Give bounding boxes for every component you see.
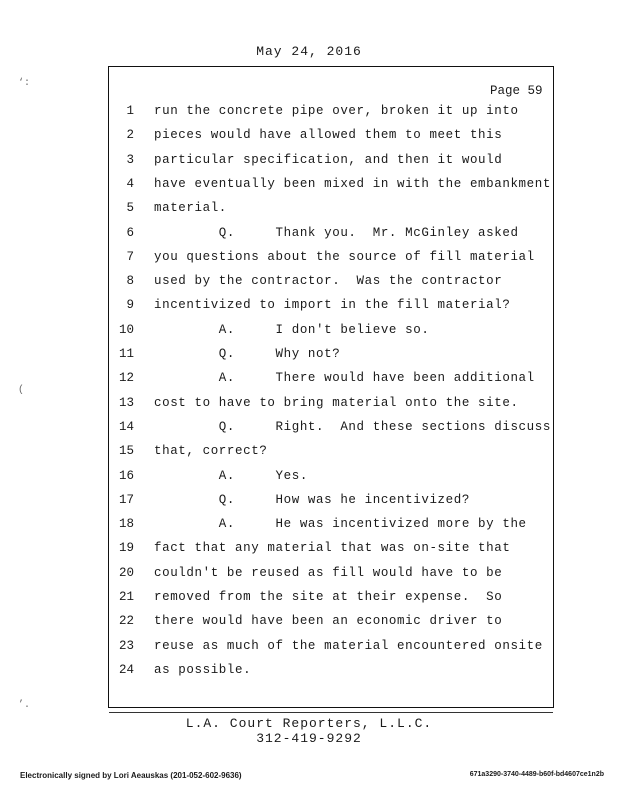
line-number: 5 (126, 201, 134, 215)
frame-bottom-rule (109, 712, 553, 713)
line-text: couldn't be reused as fill would have to be (154, 566, 503, 580)
page-number: Page 59 (490, 84, 543, 98)
punch-hole-mark-middle: ( (18, 385, 25, 396)
line-text: reuse as much of the material encountered onsite (154, 639, 543, 653)
line-text: Q. Right. And these sections discuss (154, 420, 551, 434)
line-number: 13 (118, 396, 134, 410)
line-text: A. Yes. (154, 469, 308, 483)
line-number: 22 (118, 614, 134, 628)
line-number: 16 (118, 469, 134, 483)
line-number: 7 (126, 250, 134, 264)
line-number: 21 (118, 590, 134, 604)
line-number: 19 (118, 541, 134, 555)
line-text: you questions about the source of fill material (154, 250, 535, 264)
court-reporter-phone: 312-419-9292 (256, 731, 362, 746)
line-number: 14 (118, 420, 134, 434)
line-text: Q. Thank you. Mr. McGinley asked (154, 226, 519, 240)
line-text: incentivized to import in the fill material? (154, 298, 511, 312)
court-reporter-company: L.A. Court Reporters, L.L.C. (185, 716, 433, 731)
line-text: A. There would have been additional (154, 371, 535, 385)
line-text: cost to have to bring material onto the site. (154, 396, 519, 410)
line-text: material. (154, 201, 227, 215)
line-number: 3 (126, 153, 134, 167)
line-text: Q. How was he incentivized? (154, 493, 470, 507)
punch-hole-mark-bottom: ’. (18, 700, 31, 711)
line-number: 1 (126, 104, 134, 118)
line-number: 18 (118, 517, 134, 531)
line-text: that, correct? (154, 444, 268, 458)
electronic-signature-note: Electronically signed by Lori Aeauskas (201-052-602-9636) (20, 771, 242, 780)
line-number: 15 (118, 444, 134, 458)
line-text: there would have been an economic driver to (154, 614, 503, 628)
line-number: 12 (118, 371, 134, 385)
punch-hole-mark-top: ‘: (18, 78, 31, 89)
line-number: 24 (118, 663, 134, 677)
line-number: 2 (126, 128, 134, 142)
line-number: 4 (126, 177, 134, 191)
line-number: 9 (126, 298, 134, 312)
line-text: removed from the site at their expense. So (154, 590, 503, 604)
line-number: 17 (118, 493, 134, 507)
line-number: 6 (126, 226, 134, 240)
transcript-date: May 24, 2016 (256, 44, 362, 59)
line-text: A. He was incentivized more by the (154, 517, 527, 531)
document-id: 671a3290-3740-4489-b60f-bd4607ce1n2b (469, 771, 604, 778)
line-number: 8 (126, 274, 134, 288)
line-number: 23 (118, 639, 134, 653)
line-text: pieces would have allowed them to meet this (154, 128, 503, 142)
line-text: A. I don't believe so. (154, 323, 430, 337)
line-text: Q. Why not? (154, 347, 341, 361)
line-text: used by the contractor. Was the contractor (154, 274, 503, 288)
line-text: have eventually been mixed in with the embankment (154, 177, 551, 191)
line-number: 10 (118, 323, 134, 337)
line-text: run the concrete pipe over, broken it up into (154, 104, 519, 118)
line-number: 20 (118, 566, 134, 580)
line-text: particular specification, and then it would (154, 153, 503, 167)
line-text: as possible. (154, 663, 252, 677)
line-number: 11 (118, 347, 134, 361)
line-text: fact that any material that was on-site that (154, 541, 511, 555)
